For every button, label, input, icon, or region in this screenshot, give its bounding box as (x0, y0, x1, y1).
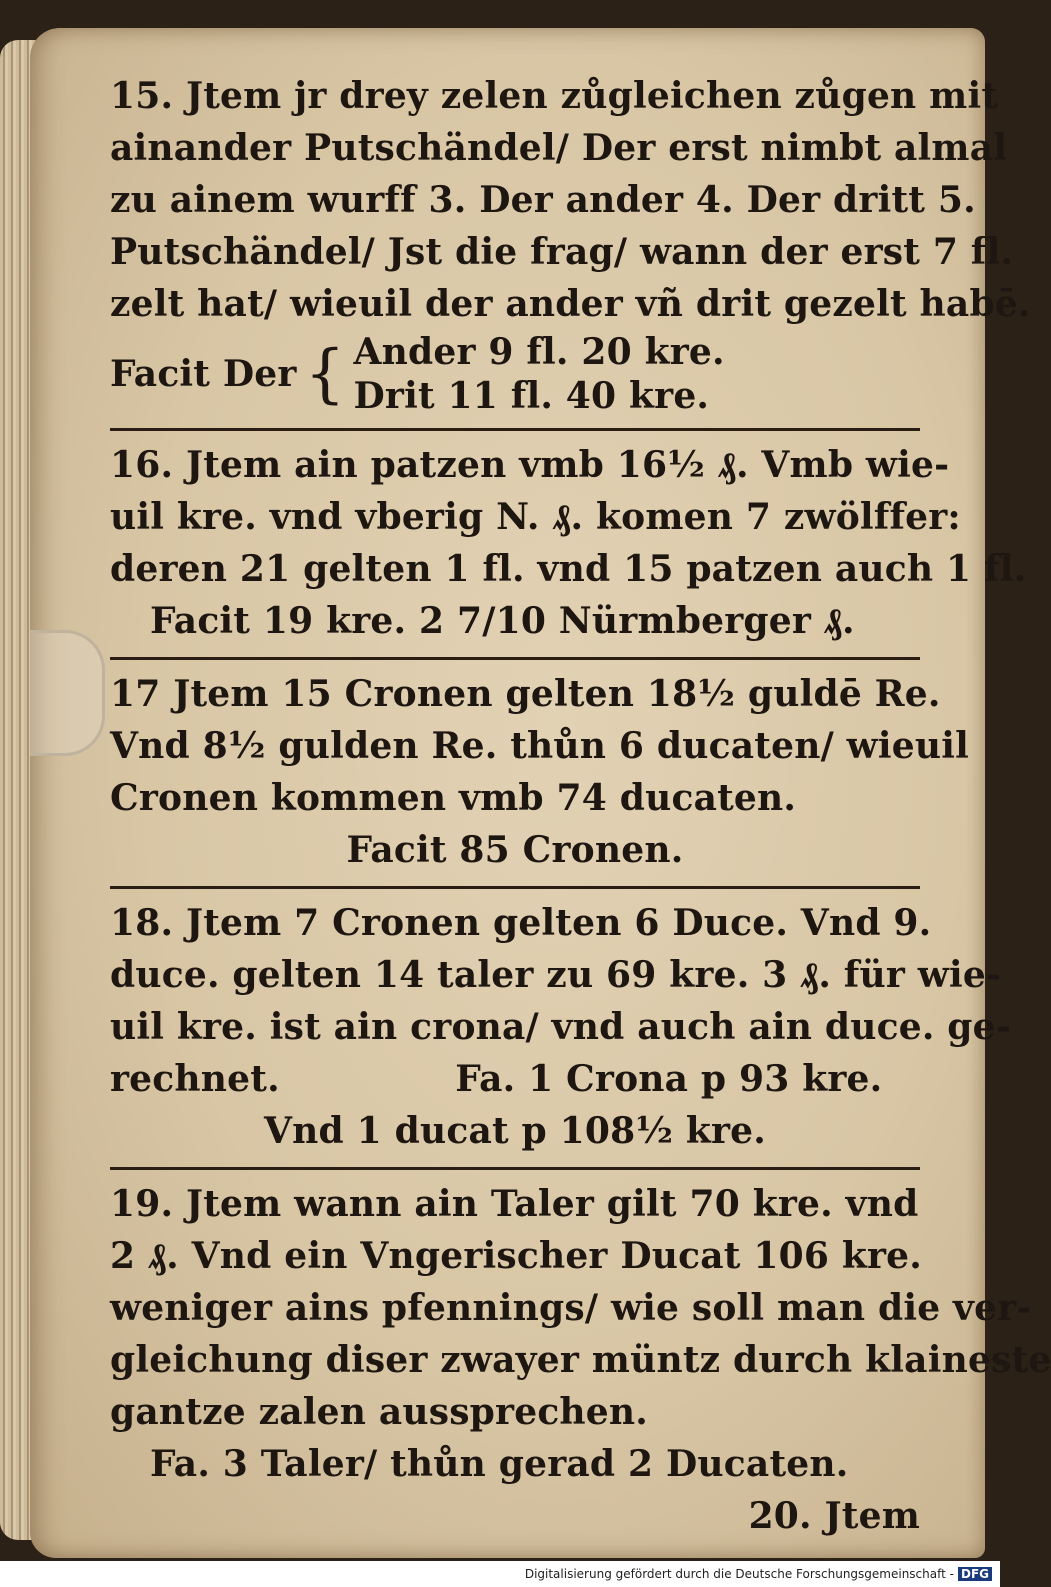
facit-block (110, 330, 920, 418)
facit-label: Facit Der (110, 353, 297, 395)
facit-answer: Fa. 3 Taler/ thůn gerad 2 Ducaten. (150, 1443, 849, 1485)
facit-answer: Fa. 1 Crona p 93 kre. (455, 1058, 883, 1100)
section-divider (110, 886, 920, 889)
text-line: zelt hat/ wieuil der ander vñ drit gezelt habē. (110, 283, 1031, 325)
problem-17 (110, 668, 969, 876)
page-text (110, 70, 1051, 1542)
facit-answers (354, 330, 725, 418)
facit-answer: Drit 11 fl. 40 kre. (353, 375, 710, 417)
brace-icon: { (304, 337, 346, 411)
text-line: zu ainem wurff 3. Der ander 4. Der dritt 5. (110, 179, 976, 221)
credit-text: Digitalisierung gefördert durch die Deutsche Forschungsgemeinschaft - (524, 1567, 954, 1581)
book-clasp (30, 630, 105, 756)
problem-16 (110, 439, 1027, 647)
text-line: Putschändel/ Jst die frag/ wann der erst 7 fl. (110, 231, 1014, 273)
text-line: 17 Jtem 15 Cronen gelten 18½ guldē Re. (110, 673, 941, 715)
text-line: uil kre. vnd vberig N. ₰. komen 7 zwölffer: (110, 496, 961, 538)
text-line: duce. gelten 14 taler zu 69 kre. 3 ₰. für wie- (110, 954, 1002, 996)
problem-19 (110, 1178, 1051, 1542)
section-divider (110, 657, 920, 660)
facit-answer: Ander 9 fl. 20 kre. (353, 331, 725, 373)
text-line (110, 1053, 920, 1105)
text-line: weniger ains pfennings/ wie soll man die ver- (110, 1287, 1032, 1329)
catchword: 20. Jtem (748, 1495, 920, 1537)
text-line: 19. Jtem wann ain Taler gilt 70 kre. vnd (110, 1183, 919, 1225)
text-line: 16. Jtem ain patzen vmb 16½ ₰. Vmb wie- (110, 444, 950, 486)
section-divider (110, 428, 920, 431)
facit-answer: Facit 19 kre. 2 7/10 Nürmberger ₰. (150, 600, 855, 642)
problem-18 (110, 897, 1011, 1157)
text-line: deren 21 gelten 1 fl. vnd 15 patzen auch 1 fl. (110, 548, 1027, 590)
text-line: Cronen kommen vmb 74 ducaten. (110, 777, 797, 819)
text-line: gleichung diser zwayer müntz durch klaineste (110, 1339, 1051, 1381)
digitization-credit (0, 1561, 1000, 1587)
text-fragment: rechnet. (110, 1058, 280, 1100)
text-line: gantze zalen aussprechen. (110, 1391, 649, 1433)
problem-15 (110, 70, 1031, 418)
text-line: uil kre. ist ain crona/ vnd auch ain duce. ge- (110, 1006, 1011, 1048)
facit-answer: Vnd 1 ducat p 108½ kre. (263, 1110, 767, 1152)
section-divider (110, 1167, 920, 1170)
text-line: 18. Jtem 7 Cronen gelten 6 Duce. Vnd 9. (110, 902, 932, 944)
text-line: 15. Jtem jr drey zelen zůgleichen zůgen mit (110, 75, 999, 117)
text-line: 2 ₰. Vnd ein Vngerischer Ducat 106 kre. (110, 1235, 922, 1277)
dfg-logo: DFG (958, 1567, 992, 1581)
text-line: Vnd 8½ gulden Re. thůn 6 ducaten/ wieuil (110, 725, 969, 767)
text-line: ainander Putschändel/ Der erst nimbt almal (110, 127, 1008, 169)
facit-answer: Facit 85 Cronen. (346, 829, 684, 871)
